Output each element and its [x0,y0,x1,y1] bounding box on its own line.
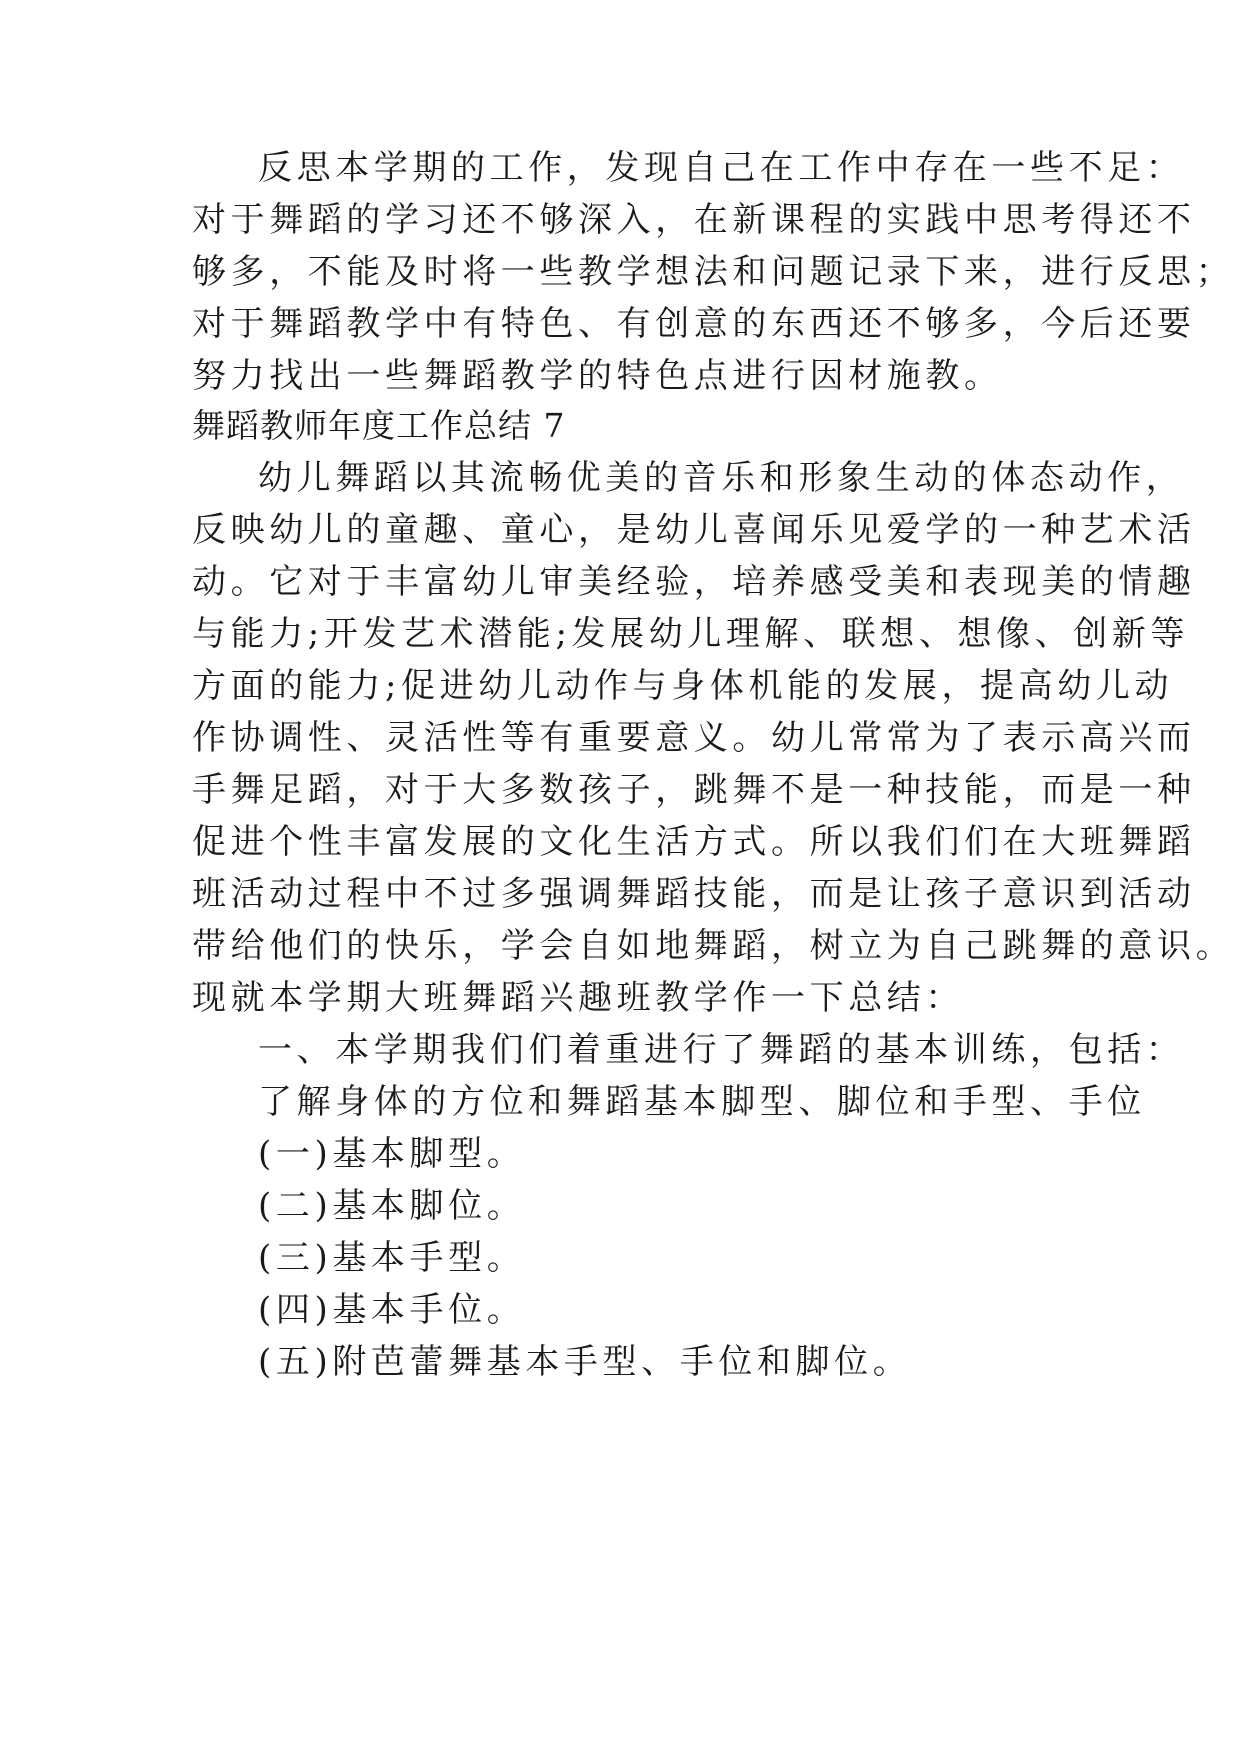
paragraph-line: 幼儿舞蹈以其流畅优美的音乐和形象生动的体态动作， [258,458,1185,498]
section-heading: 舞蹈教师年度工作总结 7 [192,406,566,445]
paragraph-line: 班活动过程中不过多强调舞蹈技能，而是让孩子意识到活动 [192,874,1196,914]
list-item: (四)基本手位。 [258,1290,526,1330]
paragraph-line: 对于舞蹈教学中有特色、有创意的东西还不够多，今后还要 [192,304,1196,344]
paragraph-line: 现就本学期大班舞蹈兴趣班教学作一下总结： [192,978,964,1018]
paragraph-line: 够多，不能及时将一些教学想法和问题记录下来，进行反思； [192,252,1235,292]
list-intro-line: 一、本学期我们们着重进行了舞蹈的基本训练，包括： [258,1030,1185,1070]
list-item: (三)基本手型。 [258,1238,526,1278]
list-intro-line: 了解身体的方位和舞蹈基本脚型、脚位和手型、手位 [258,1082,1146,1122]
paragraph-line: 带给他们的快乐，学会自如地舞蹈，树立为自己跳舞的意识。 [192,926,1235,966]
paragraph-line: 方面的能力;促进幼儿动作与身体机能的发展，提高幼儿动 [192,666,1174,706]
paragraph-line: 手舞足蹈，对于大多数孩子，跳舞不是一种技能，而是一种 [192,770,1196,810]
paragraph-line: 努力找出一些舞蹈教学的特色点进行因材施教。 [192,356,1003,396]
paragraph-line: 反映幼儿的童趣、童心，是幼儿喜闻乐见爱学的一种艺术活 [192,510,1196,550]
paragraph-line: 与能力;开发艺术潜能;发展幼儿理解、联想、想像、创新等 [192,614,1190,654]
paragraph-line: 动。它对于丰富幼儿审美经验，培养感受美和表现美的情趣 [192,562,1196,602]
list-item: (一)基本脚型。 [258,1134,526,1174]
paragraph-line: 对于舞蹈的学习还不够深入，在新课程的实践中思考得还不 [192,200,1196,240]
paragraph-line: 反思本学期的工作，发现自己在工作中存在一些不足： [258,148,1185,188]
list-item: (五)附芭蕾舞基本手型、手位和脚位。 [258,1342,912,1382]
paragraph-line: 促进个性丰富发展的文化生活方式。所以我们们在大班舞蹈 [192,822,1196,862]
paragraph-line: 作协调性、灵活性等有重要意义。幼儿常常为了表示高兴而 [192,718,1196,758]
list-item: (二)基本脚位。 [258,1186,526,1226]
